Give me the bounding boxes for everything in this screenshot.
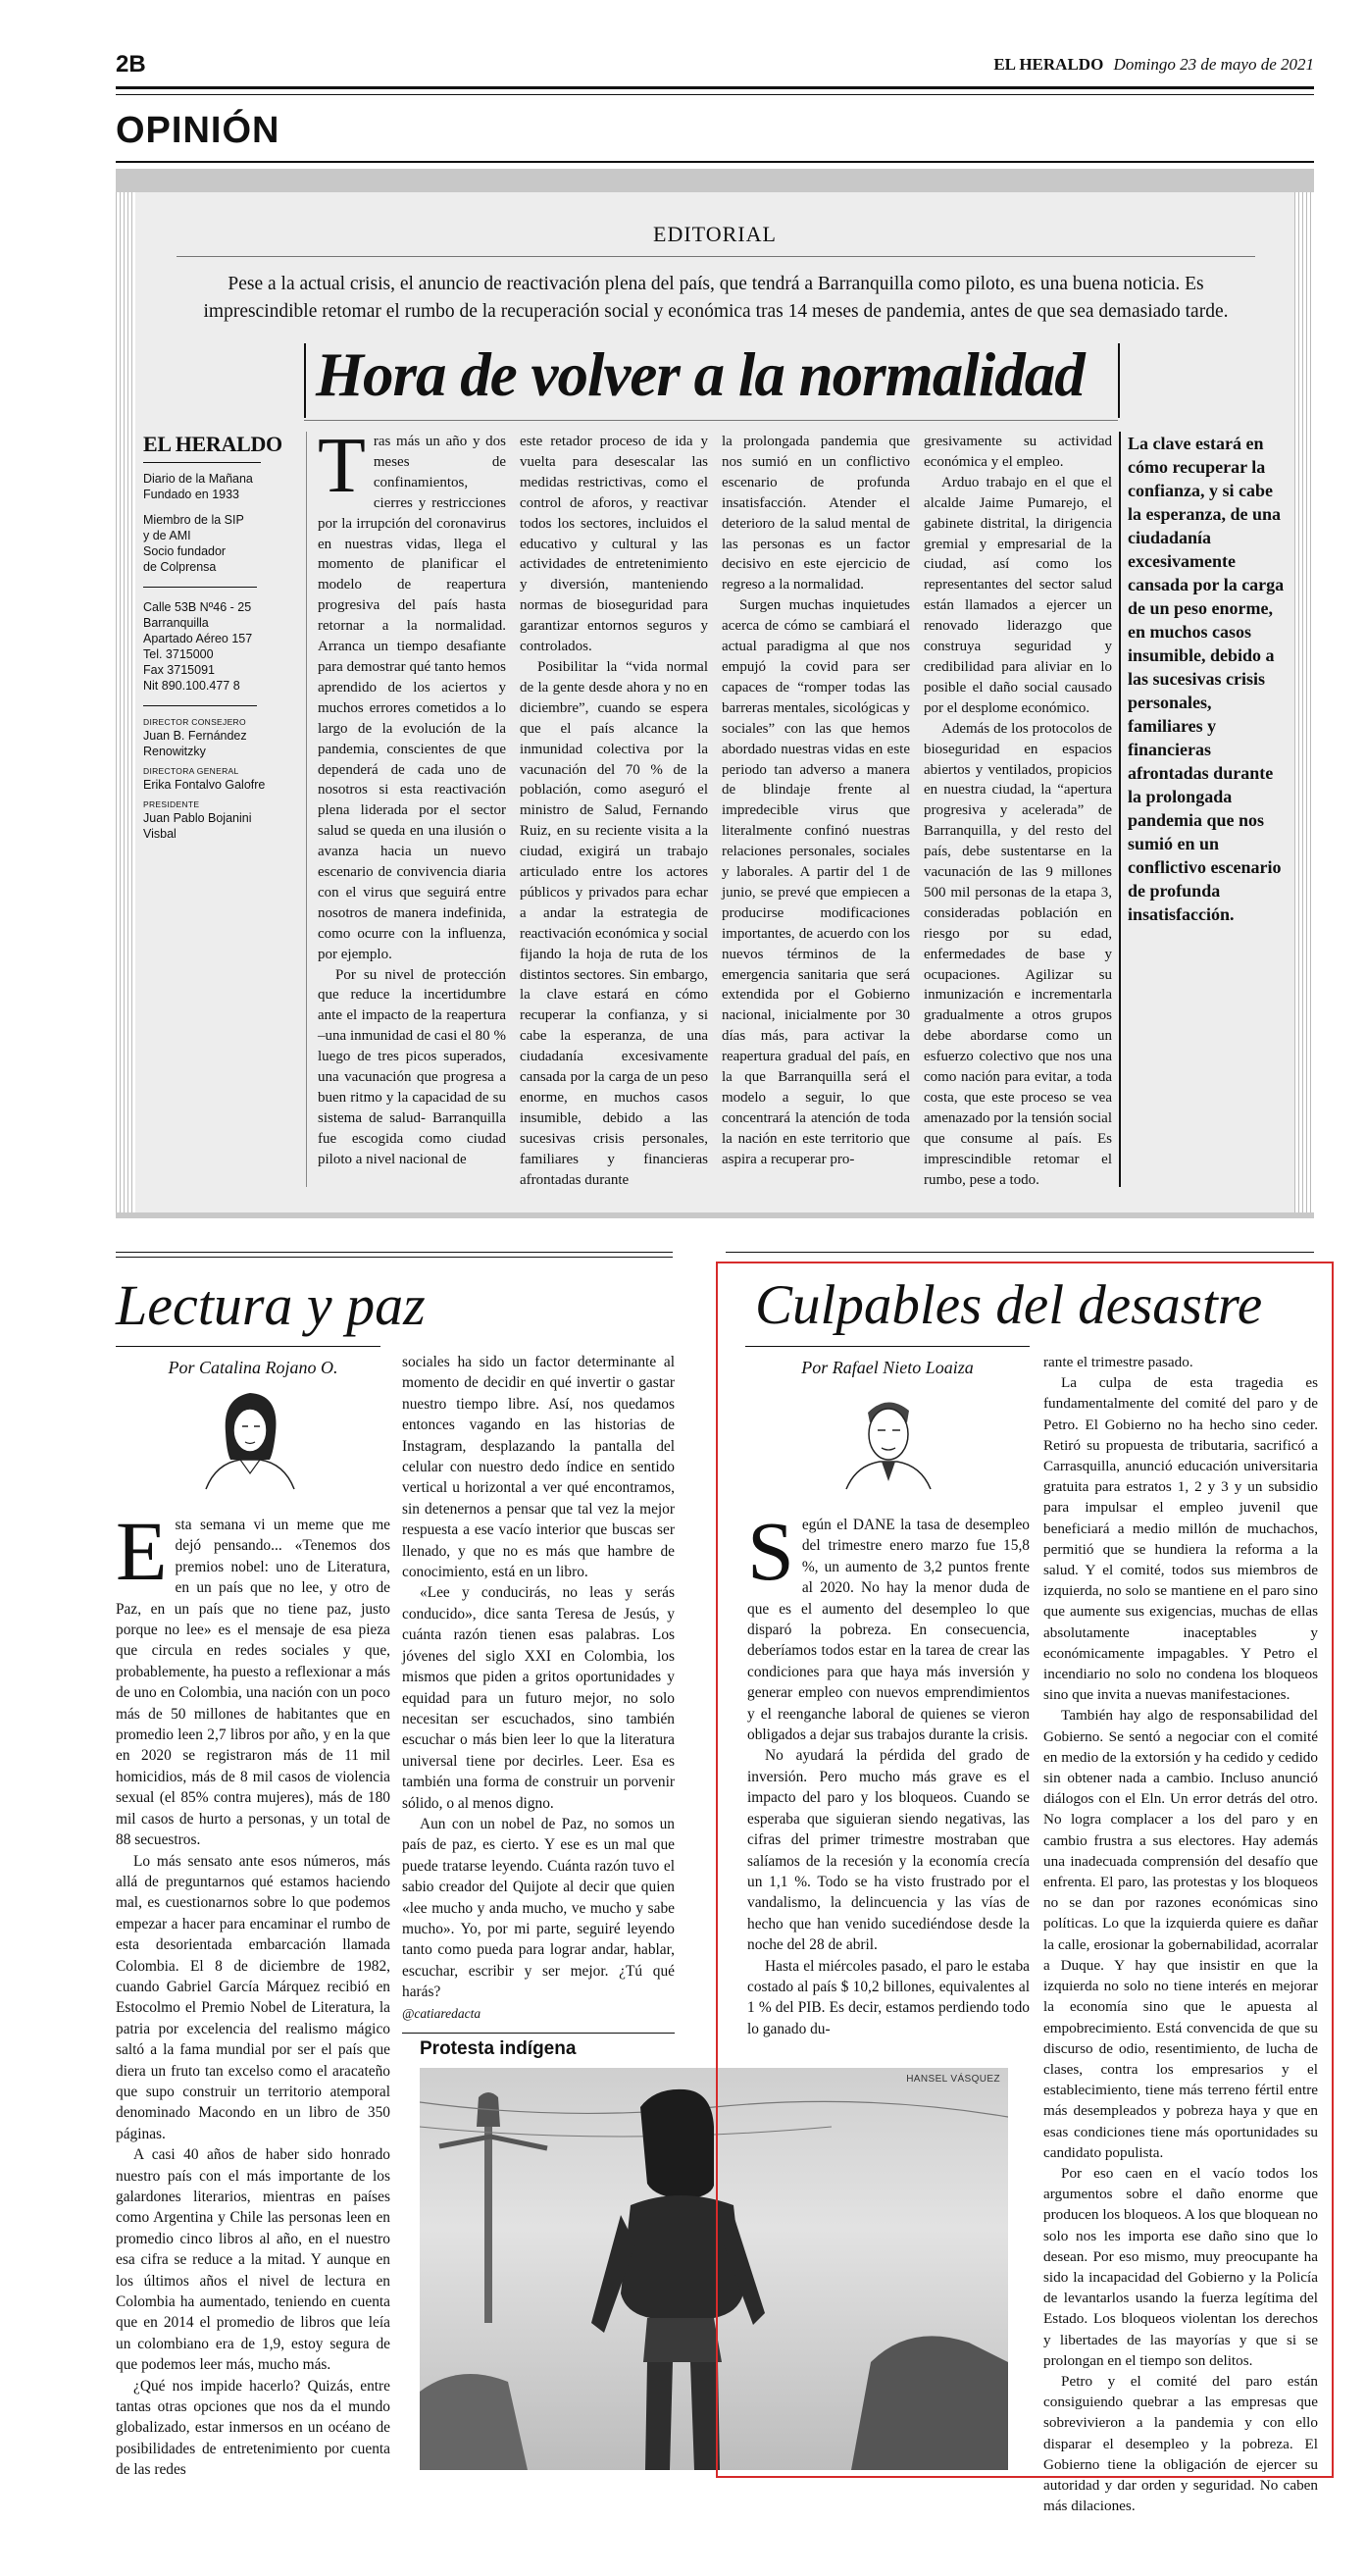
issue-date: Domingo 23 de mayo de 2021	[1113, 55, 1314, 74]
editorial-headline: Hora de volver a la normalidad	[316, 340, 1085, 409]
headline-rule-right	[1118, 343, 1120, 418]
masthead-logo: EL HERALDO	[143, 432, 282, 456]
author-handle: @catiaredacta	[402, 2005, 481, 2021]
editorial-hatch-right	[1294, 192, 1314, 1212]
brand-name: EL HERALDO	[993, 55, 1104, 74]
kicker-rule	[177, 256, 1255, 257]
left-byline: Por Catalina Rojano O.	[168, 1358, 338, 1377]
header-brand-date	[993, 55, 1314, 75]
masthead-tagline: Diario de la Mañana Fundado en 1933 Miembro de la SIP y de AMI Socio fundador de Colprensa	[143, 472, 253, 574]
left-column-title: Lectura y paz	[116, 1273, 426, 1337]
editorial-col-3: la prolongada pandemia que nos sumió en un conflictivo escenario de profunda insatisfacción. Atender el deterioro de la salud mental de las personas es un factor decisivo en este ejercicio de regreso a la normalidad. Surgen muchas inquietudes acerca de cómo se cambiará el actual paradigma al que nos empujó la covid para ser capaces de “romper todas las barreras mentales, sicológicas y sociales” con las que hemos abordado nuestras vidas en este periodo tan adverso a manera de blindaje frente al impredecible virus que literalmente confinó nuestras relaciones personales, sociales y laborales. A partir del 1 de junio, se prevé que empiecen a producirse modificaciones importantes, de acuerdo con los nuevos términos de la emergencia sanitaria que será extendida por el Gobierno nacional, inicialmente por 30 días más, para activar la reapertura gradual del país, en la que Barranquilla será el modelo a seguir, lo que concentrará la atención de toda la nación en este territorio que aspira a recuperar pro-	[722, 434, 910, 1167]
section-rule	[116, 161, 1314, 163]
left-col-toprule	[116, 1252, 673, 1253]
editorial-dropcap: T	[318, 423, 366, 509]
right-col-toprule	[726, 1252, 1314, 1253]
left-column-text-2: sociales ha sido un factor determinante al momento de decidir en qué invertir o gastar nuestro tiempo libre. Así, nos quedamos entonces vagando en las historias de Instagram, desplazando la pantalla del celular con nuestro dedo índice en sentido vertical u horizontal a ver qué encontramos, sin detenernos a pensar que tal vez la mejor respuesta a ese vacío interior que buscas ser llenado, y que no es más que hambre de conocimiento, está en un libro. «Lee y conducirás, no leas y serás conducido», dice santa Teresa de Jesús, y cuánta razón tienen esas palabras. Los jóvenes del siglo XXI en Colombia, los mismos que piden a gritos oportunidades y equidad para un futuro mejor, no solo necesitan ser escuchados, sino también escuchar o más bien leer lo que la literatura universal tiene por decirles. Leer. Esa es también una forma de construir un porvenir sólido, o al menos digno. Aun con un nobel de Paz, no somos un país de paz, es cierto. Y ese es un mal que puede tratarse leyendo. Cuánta razón tuvo el sabio creador del Quijote al decir que quien «lee mucho y anda mucho, ve mucho y sabe mucho». Yo, por mi parte, seguiré leyendo tanto como pueda para lograr andar, hablar, escuchar, escribir y ser mejor. ¿Tú qué harás? @catiaredacta	[402, 1352, 675, 2024]
masthead-box	[143, 432, 298, 842]
photo-credit: HANSEL VÁSQUEZ	[906, 2074, 1000, 2085]
right-byline: Por Rafael Nieto Loaiza	[801, 1358, 974, 1377]
editorial-col-1: T ras más un año y dos meses de confinamientos, cierres y restricciones por la irrupción del coronavirus en nuestras vidas, llega el momento de planificar el modelo de reapertura progresiva del país hasta retornar a la normalidad. Arranca un tiempo desafiante para demostrar qué tanto hemos aprendido de los aciertos y muchos errores cometidos a lo largo de la evolución de la pandemia, conscientes de que dependerá de cada uno de nosotros si esta reactivación plena liderada por el sector salud se queda en una ilusión o avanza hacia un nuevo escenario de convivencia diaria con el virus que seguirá entre nosotros de manera indefinida, como ocurre con la influenza, por ejemplo. Por su nivel de protección que reduce la incertidumbre ante el impacto de la reapertura –una inmunidad de casi el 80 % luego de tres picos superados, una vacunación que progresa a buen ritmo y la capacidad de su sistema de salud- Barranquilla fue escogida como ciudad piloto a nivel nacional de	[318, 423, 506, 1167]
headline-underline	[304, 420, 1118, 421]
headline-rule-left	[304, 343, 306, 418]
masthead-divider	[306, 432, 307, 1187]
header-rule	[116, 86, 1314, 89]
photo-top-rule	[402, 2033, 675, 2034]
left-title-rule	[116, 1346, 380, 1347]
masthead-staff: DIRECTOR CONSEJERO Juan B. Fernández Renowitzky DIRECTORA GENERAL Erika Fontalvo Galofre PRESIDENTE Juan Pablo Bojanini Visbal	[143, 717, 266, 841]
section-title: OPINIÓN	[116, 110, 280, 151]
right-column-text-1: S egún el DANE la tasa de desempleo del trimestre enero marzo fue 15,8 %, un aumento de 3,2 puntos frente al 2020. No hay la menor duda de que es el aumento del desempleo lo que disparó la pobreza. En consecuencia, deberíamos todos estar en la tarea de crear las condiciones para que haya más inversión y generar empleo con nuevos emprendimientos y el reenganche laboral de quienes se vieron obligados a dejar sus trabajos durante la crisis. No ayudará la pérdida del grado de inversión. Pero mucho más grave es el impacto del paro y los bloqueos. Cuando se esperaba que siguieran siendo negativas, las cifras del primer trimestre mostraban que salíamos de la recesión y la economía crecía un 1,1 %. Todo se ha visto frustrado por el vandalismo, la delincuencia y las vías de hecho que han venido sucediéndose desde la noche del 28 de abril. Hasta el miércoles pasado, el paro le estaba costado al país $ 10,2 billones, equivalentes al 1 % del PIB. Es decir, estamos perdiendo todo lo ganado du-	[747, 1504, 1030, 2037]
author-portrait-nieto	[838, 1383, 936, 1491]
editorial-col-2: este retador proceso de ida y vuelta para desescalar las medidas restrictivas, como el control de aforos, y reactivar todos los sectores, incluidos el educativo y cultural y las actividades de entretenimiento y diversión, manteniendo normas de bioseguridad para garantizar entornos seguros y controlados. Posibilitar la “vida normal de la gente desde ahora y no en diciembre”, cuando se espera que el país alcance la inmunidad colectiva por la vacunación del 70 % de la población, como aseguró el ministro de Salud, Fernando Ruiz, en su reciente visita a la ciudad, exigirá un trabajo articulado entre los actores públicos y privados para echar a andar la estrategia de reactivación económica y social fijando la hoja de ruta de los distintos sectores. Sin embargo, la clave estará en cómo recuperar la confianza, y si cabe la esperanza, de una ciudadanía excesivamente cansada por la carga de un peso enorme, en muchos casos insumible, debido a las sucesivas crisis personales, familiares y financieras afrontadas durante	[520, 434, 708, 1188]
editorial-hatch-left	[116, 192, 135, 1212]
right-dropcap: S	[747, 1504, 794, 1598]
left-col-toprule-2	[116, 1257, 673, 1258]
author-portrait-rojano	[201, 1383, 299, 1491]
page-number: 2B	[116, 51, 146, 77]
header-rule-thin	[116, 94, 1314, 95]
masthead-address: Calle 53B Nº46 - 25 Barranquilla Apartado Aéreo 157 Tel. 3715000 Fax 3715091 Nit 890.100.477 8	[143, 600, 253, 693]
right-column-text-2: rante el trimestre pasado. La culpa de esta tragedia es fundamentalmente del comité del paro y de Petro. El Gobierno no ha hecho sino ceder. Retiró su propuesta de tributaria, sacrificó a Carrasquilla, anunció educación universitaria gratuita para estratos 1, 2 y 3 y un subsidio para impulsar el empleo juvenil que beneficiará a medio millón de muchachos, permitió que se hundiera la reforma a la salud. Y el comité, todos sus miembros de izquierda, no solo se mantiene en el paro sino que aumente sus exigencias, muchas de ellas absolutamente inaceptables y económicamente impagables. Y Petro el incendiario no solo no condena los bloqueos sino que invita a nuevas manifestaciones. También hay algo de responsabilidad del Gobierno. Se sentó a negociar con el comité en medio de la extorsión y ha cedido y cedido sin obtener nada a cambio. Incluso anunció diálogos con el Eln. Un error detrás del otro. No logra complacer a los del paro y en cambio frustra a sus electores. Hay además una inadecuada comprensión del desafío que enfrenta. El paro, las protestas y los bloqueos no se dan por razones económicas sino políticas. Lo que la izquierda quiere es dañar la calle, erosionar la gobernabilidad, acorralar a Duque. Y hay que insistir en que la izquierda no solo no tiene interés en mejorar la economía sino que le apuesta al empobrecimiento. Está convencida de que su discurso de odio, resentimiento, de lucha de clases, contra los empresarios y el establecimiento, tiene más terreno fértil entre más desempleados y pobreza haya y que en esas condiciones tiene más oportunidades su candidato populista. Por eso caen en el vacío todos los argumentos sobre el daño enorme que producen los bloqueos. A los que bloquean no solo nos les importa ese daño sino que lo desean. Por eso mismo, muy preocupante ha sido la incapacidad del Gobierno y la Policía de levantarlos usando la fuerza legítima del Estado. Los bloqueos violentan los derechos y libertades de las mayorías y que si se prolongan en el tiempo son delitos. Petro y el comité del paro están consiguiendo quebrar a las empresas que sobrevivieron a la pandemia y con ello disparar el desempleo y la pobreza. El Gobierno tiene la obligación de ejercer su autoridad y dar orden y seguridad. No caben más dilaciones.	[1043, 1354, 1318, 2515]
photo-title: Protesta indígena	[420, 2038, 577, 2059]
editorial-kicker: EDITORIAL	[653, 222, 777, 246]
editorial-gray-band	[116, 169, 1314, 192]
editorial-col-4: gresivamente su actividad económica y el empleo. Arduo trabajo en el que el alcalde Jaime Pumarejo, el gabinete distrital, la dirigencia gremial y empresarial de la ciudad, así como los representantes del sector salud están llamados a ejercer un renovado liderazgo que construya seguridad y credibilidad para aliviar en lo posible el daño social causado por el desplome económico. Además de los protocolos de bioseguridad en espacios abiertos y ventilados, propicios en nuestra ciudad, la “apertura progresiva y acelerada” de Barranquilla, y del resto del país, debe sustentarse en la vacunación de las 9 millones 500 mil personas de la etapa 3, consideradas población en riesgo por su edad, enfermedades de base y ocupaciones. Agilizar su inmunización e incrementarla gradualmente a otros grupos debe abordarse como un esfuerzo colectivo que nos una como nación para evitar, a toda costa, que este proceso se vea amenazado por la tensión social que consume al país. Es imprescindible retomar el rumbo, pese a todo.	[924, 434, 1112, 1188]
editorial-bottom-band	[116, 1212, 1314, 1218]
right-title-rule	[745, 1346, 1030, 1347]
editorial-pullquote: La clave estará en cómo recuperar la confianza, y si cabe la esperanza, de una ciudadanía excesivamente cansada por la carga de un peso enorme, en muchos casos insumible, debido a las sucesivas crisis personales, familiares y financieras afrontadas durante la prolongada pandemia que nos sumió en un conflictivo escenario de profunda insatisfacción.	[1128, 434, 1285, 924]
editorial-lead: Pese a la actual crisis, el anuncio de reactivación plena del país, que tendrá a Barranquilla como piloto, es una buena noticia. Es imprescindible retomar el rumbo de la recuperación social y económica tras 14 meses de pandemia, antes de que sea demasiado tarde.	[203, 274, 1229, 322]
pullquote-divider	[1119, 432, 1121, 1187]
left-dropcap: E	[116, 1504, 168, 1598]
right-column-title: Culpables del desastre	[755, 1274, 1263, 1336]
left-column-text-1: E sta semana vi un meme que me dejó pensando... «Tenemos dos premios nobel: uno de Literatura, en un país que no lee, y otro de Paz, en un país que no tiene paz, justo porque no lee» es el mensaje de esa pieza que circula en redes sociales y que, probablemente, ha puesto a reflexionar a más de uno en Colombia, una nación con un poco más de 50 millones de habitantes que en promedio leen 2,7 libros por año, y en la que en 2020 se registraron más de 11 mil homicidios, más de 8 mil casos de violencia sexual (el 85% contra mujeres), más de 180 mil casos de hurto a personas, y un total de 88 secuestros. Lo más sensato ante esos números, más allá de preguntarnos qué estamos haciendo mal, es cuestionarnos sobre lo que podemos empezar a hacer para encaminar el rumbo de esta desorientada embarcación llamada Colombia. El 8 de diciembre de 1982, cuando Gabriel García Márquez recibió en Estocolmo el Premio Nobel de Literatura, la patria por excelencia del realismo mágico saltó a la fama mundial por ser el país que diera un fruto tan excelso como el aracateño que supo construir un territorio atemporal denominado Macondo en un libro de 350 páginas. A casi 40 años de haber sido honrado nuestro país con el más importante de los galardones literarios, mientras en países como Argentina y Chile las personas leen en promedio cinco libros al año, en el nuestro esa cifra se reduce a la mitad. Y aunque en los últimos años el nivel de lectura en Colombia ha aumentado, teniendo en cuenta que en 2014 el promedio de libros que leía un colombiano era de 1,9, estoy segura de que podemos leer más, mucho más. ¿Qué nos impide hacerlo? Quizás, entre tantas otras opciones que nos da el mundo globalizado, estar inmersos en un océano de posibilidades de entretenimiento por cuenta de las redes	[116, 1504, 390, 2479]
